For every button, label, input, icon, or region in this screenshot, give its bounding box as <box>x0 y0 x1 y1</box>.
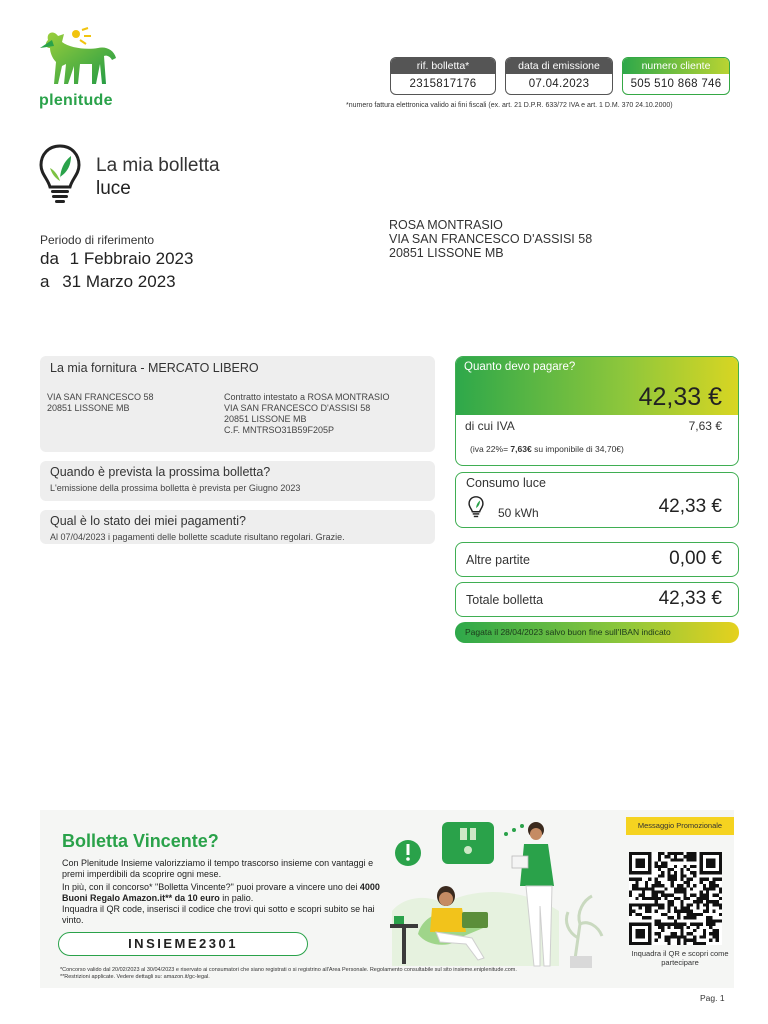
promo-footnote-2: **Restrizioni applicate. Vedere dettagli su: amazon.it/gc-legal. <box>60 974 210 980</box>
promo-code[interactable]: INSIEME2301 <box>58 932 308 956</box>
data-emissione-box <box>505 57 613 95</box>
prossima-title: Quando è prevista la prossima bolletta? <box>50 465 271 479</box>
page-title: La mia bolletta <box>96 155 220 176</box>
contract-street: VIA SAN FRANCESCO D'ASSISI 58 <box>224 403 371 413</box>
promo-title: Bolletta Vincente? <box>62 831 219 851</box>
contract-holder <box>224 392 390 436</box>
payment-total-amount: 42,33 € <box>638 383 722 411</box>
plenitude-logo <box>36 26 136 109</box>
iva-note-prefix: (iva 22%= <box>470 444 509 454</box>
rif-bolletta-box <box>390 57 496 95</box>
pagamenti-title: Qual è lo stato dei miei pagamenti? <box>50 514 246 528</box>
period-label: Periodo di riferimento <box>40 233 155 247</box>
numero-cliente-box <box>622 57 730 95</box>
recipient-city: 20851 LISSONE MB <box>389 246 504 260</box>
iva-label: di cui IVA <box>465 419 515 433</box>
recipient-address <box>389 218 592 260</box>
altre-partite-amount: 0,00 € <box>669 548 722 569</box>
data-emissione-value: 07.04.2023 <box>528 78 590 90</box>
lightbulb-small-icon <box>468 495 484 519</box>
consumo-amount: 42,33 € <box>658 496 722 517</box>
pagamenti-card <box>40 510 435 544</box>
promo-text-1: Con Plenitude Insieme valorizziamo il tempo trascorso insieme con vantaggi e premi imperdibili da scoprire ogni mese. <box>62 858 374 879</box>
invoice-footnote: *numero fattura elettronica valido ai fini fiscali (ex. art. 21 D.P.R. 633/72 IVA e art. 1 D.M. 370 24.10.2000) <box>346 102 673 109</box>
consumo-box <box>455 472 739 528</box>
period-from <box>40 249 193 269</box>
promo-text <box>62 858 382 926</box>
consumo-kwh: 50 kWh <box>498 506 539 520</box>
supply-address <box>47 392 154 414</box>
consumo-title: Consumo luce <box>466 476 546 490</box>
page-number: Pag. 1 <box>700 993 725 1003</box>
data-emissione-label: data di emissione <box>506 58 612 74</box>
contract-city: 20851 LISSONE MB <box>224 414 307 424</box>
supply-city: 20851 LISSONE MB <box>47 403 130 413</box>
promo-text-3: Inquadra il QR code, inserisci il codice che trovi qui sotto e scopri subito se hai vinto. <box>62 904 375 925</box>
promo-illustration <box>384 816 609 986</box>
period-to-prefix: a <box>40 272 50 291</box>
supply-street: VIA SAN FRANCESCO 58 <box>47 392 154 402</box>
recipient-name: ROSA MONTRASIO <box>389 218 503 232</box>
numero-cliente-value: 505 510 868 746 <box>630 78 722 90</box>
totale-bolletta-box <box>455 582 739 617</box>
totale-bolletta-label: Totale bolletta <box>466 593 544 607</box>
six-legged-dog-icon <box>36 26 126 90</box>
period-to <box>40 272 176 292</box>
qr-code[interactable] <box>629 852 722 945</box>
qr-caption: Inquadra il QR e scopri come partecipare <box>631 949 729 967</box>
altre-partite-label: Altre partite <box>466 553 530 567</box>
altre-partite-box <box>455 542 739 577</box>
fornitura-title: La mia fornitura - MERCATO LIBERO <box>50 361 259 375</box>
brand-name: plenitude <box>39 92 113 109</box>
totale-bolletta-amount: 42,33 € <box>658 588 722 609</box>
promo-text-2: In più, con il concorso* "Bolletta Vincente?" puoi provare a vincere uno dei 4000 Buoni Regalo Amazon.it** da 10 euro in palio. <box>62 882 380 903</box>
iva-note <box>470 444 624 454</box>
page-subtitle: luce <box>96 178 131 199</box>
contract-fiscal-code: C.F. MNTRSO31B59F205P <box>224 425 335 435</box>
rif-bolletta-value: 2315817176 <box>409 78 477 90</box>
iva-note-suffix: su imponibile di 34,70€) <box>534 444 624 454</box>
numero-cliente-label: numero cliente <box>623 58 729 74</box>
promo-badge: Messaggio Promozionale <box>626 817 734 835</box>
payment-question: Quanto devo pagare? <box>464 361 576 373</box>
period-to-date: 31 Marzo 2023 <box>62 272 176 291</box>
lightbulb-icon <box>38 143 82 205</box>
prossima-text: L'emissione della prossima bolletta è prevista per Giugno 2023 <box>50 483 301 493</box>
period-from-date: 1 Febbraio 2023 <box>69 249 194 268</box>
promo-footnote-1: *Concorso valido dal 20/02/2023 al 30/04/2023 e riservato ai consumatori che siano registrati o si registrino all'Area Personale. Regolamento consultabile sul sito insieme.eniplenitude.com. <box>60 967 517 973</box>
rif-bolletta-label: rif. bolletta* <box>391 58 495 74</box>
contract-holder-name: Contratto intestato a ROSA MONTRASIO <box>224 392 390 402</box>
period-from-prefix: da <box>40 249 59 268</box>
iva-note-amount: 7,63€ <box>510 444 532 454</box>
payment-summary-box <box>455 356 739 466</box>
iva-value: 7,63 € <box>688 419 722 433</box>
prossima-bolletta-card <box>40 461 435 501</box>
pagamenti-text: Al 07/04/2023 i pagamenti delle bollette scadute risultano regolari. Grazie. <box>50 532 345 542</box>
paid-status-banner: Pagata il 28/04/2023 salvo buon fine sull'IBAN indicato <box>455 622 739 643</box>
recipient-street: VIA SAN FRANCESCO D'ASSISI 58 <box>389 232 593 246</box>
fornitura-card <box>40 356 435 452</box>
